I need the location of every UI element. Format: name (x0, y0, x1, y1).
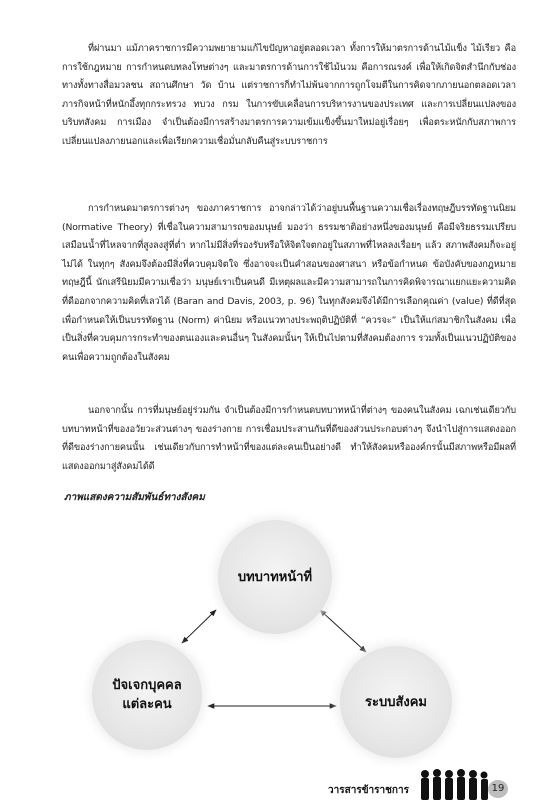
node-individual (92, 640, 202, 750)
arrow-roles-social (320, 610, 366, 652)
node-social-label: ระบบสังคม (364, 694, 428, 710)
journal-title: วารสารข้าราชการ (328, 785, 409, 796)
paragraph-3: นอกจากนั้น การที่มนุษย์อยู่ร่วมกัน จำเป็นต้องมีการกำหนดบทบาทหน้าที่ต่างๆ ของคนในสังคม เฉกเช่นเดียวกับบทบาทหน้าที่ของอวัยวะส่วนต่างๆ ของร่างกาย การเชื่อมประสานกันที่ดีของส่วนประกอบต่างๆ จึงนำไปสู่การแสดงออกที่ดีของร่างกายคนนั้น เช่นเดียวกับการทำหน้าที่ของแต่ละคนเป็นอย่างดี ทำให้สังคมหรือองค์กรนั้นมีสภาพหรือมีผลที่แสดงออกมาสู่สังคมได้ดี (62, 405, 516, 472)
arrow-roles-individual (182, 610, 216, 643)
diagram-caption: ภาพแสดงความสัมพันธ์ทางสังคม (64, 492, 205, 503)
node-social (340, 646, 452, 758)
node-roles (218, 520, 332, 634)
paragraph-2: การกำหนดมาตรการต่างๆ ของภาคราชการ อาจกล่าวได้ว่าอยู่บนพื้นฐานความเชื่อเรื่องทฤษฎีบรรทัดฐานนิยม (Normative Theory) ที่เชื่อในความสามารถของมนุษย์ มองว่า ธรรมชาติอย่างหนึ่งของมนุษย์ คือมีจริยธรรมเปรียบเสมือนน้ำที่ไหลจากที่สูงลงสู่ที่ต่ำ หากไม่มีสิ่งที่รองรับหรือให้จิตใจตกอยู่ในสภาพที่ไหลลงเรื่อยๆ แล้ว สภาพสังคมก็จะอยู่ไม่ได้ ในทุกๆ สังคมจึงต้องมีสิ่งที่ควบคุมจิตใจ ซึ่งอาจจะเป็นคำสอนของศาสนา หรือข้อกำหนด ข้อบังคับของกฎหมาย ทฤษฎีนี้ นักเสรีนิยมมีความเชื่อว่า มนุษย์เราเป็นคนดี มีเหตุผลและมีความสามารถในการคิดพิจารณาแยกแยะความคิดที่ดีออกจากความคิดที่เลวได้ (Baran and Davis, 2003, p. 96) ในทุกสังคมจึงได้มีการเลือกคุณค่า (value) ที่ดีที่สุดเพื่อกำหนดให้เป็นบรรทัดฐาน (Norm) ค่านิยม หรือแนวทางประพฤติปฏิบัติที่ “ควรจะ” เป็นให้แก่สมาชิกในสังคม เพื่อเป็นสิ่งที่ควบคุมการกระทำของตนเองและคนอื่นๆ ในสังคมนั้นๆ ให้เป็นไปตามที่สังคมต้องการ รวมทั้งเป็นแนวปฏิบัติของคนเพื่อความถูกต้องในสังคม (62, 203, 516, 363)
paragraph-1: ที่ผ่านมา แม้ภาคราชการมีความพยายามแก้ไขปัญหาอยู่ตลอดเวลา ทั้งการให้มาตรการด้านไม้แข็ง ไม้เรียว คือการใช้กฎหมาย การกำหนดบทลงโทษต่างๆ และมาตรการด้านการใช้ไม้นวม คือการณรงค์ เพื่อให้เกิดจิตสำนึกกับช่องทางทั้งทางสื่อมวลชน สถานศึกษา วัด บ้าน แต่ราชการก็ทำไม่พ้นจากการถูกโจมตีในการคิดจากภายนอกตลอดเวลา ภารกิจหน้าที่หนักอึ้งทุกกระทรวง ทบวง กรม ในการขับเคลื่อนการบริหารงานของประเทศ และการเปลี่ยนแปลงของบริบทสังคม การเมือง จำเป็นต้องมีการสร้างมาตรการความเข้มแข็งขึ้นมาใหม่อยู่เรื่อยๆ เพื่อตระหนักกับสภาพการเปลี่ยนแปลงภายนอกและเพื่อเรียกความเชื่อมั่นกลับคืนสู่ระบบราชการ (62, 43, 516, 147)
node-individual-line2: แต่ละคน (122, 697, 172, 712)
page-number: 19 (488, 780, 508, 798)
node-individual-line1: ปัจเจกบุคคล (112, 678, 182, 693)
people-silhouettes-icon (418, 768, 490, 802)
node-roles-label: บทบาทหน้าที่ (237, 569, 313, 585)
node-individual-label (112, 676, 181, 714)
